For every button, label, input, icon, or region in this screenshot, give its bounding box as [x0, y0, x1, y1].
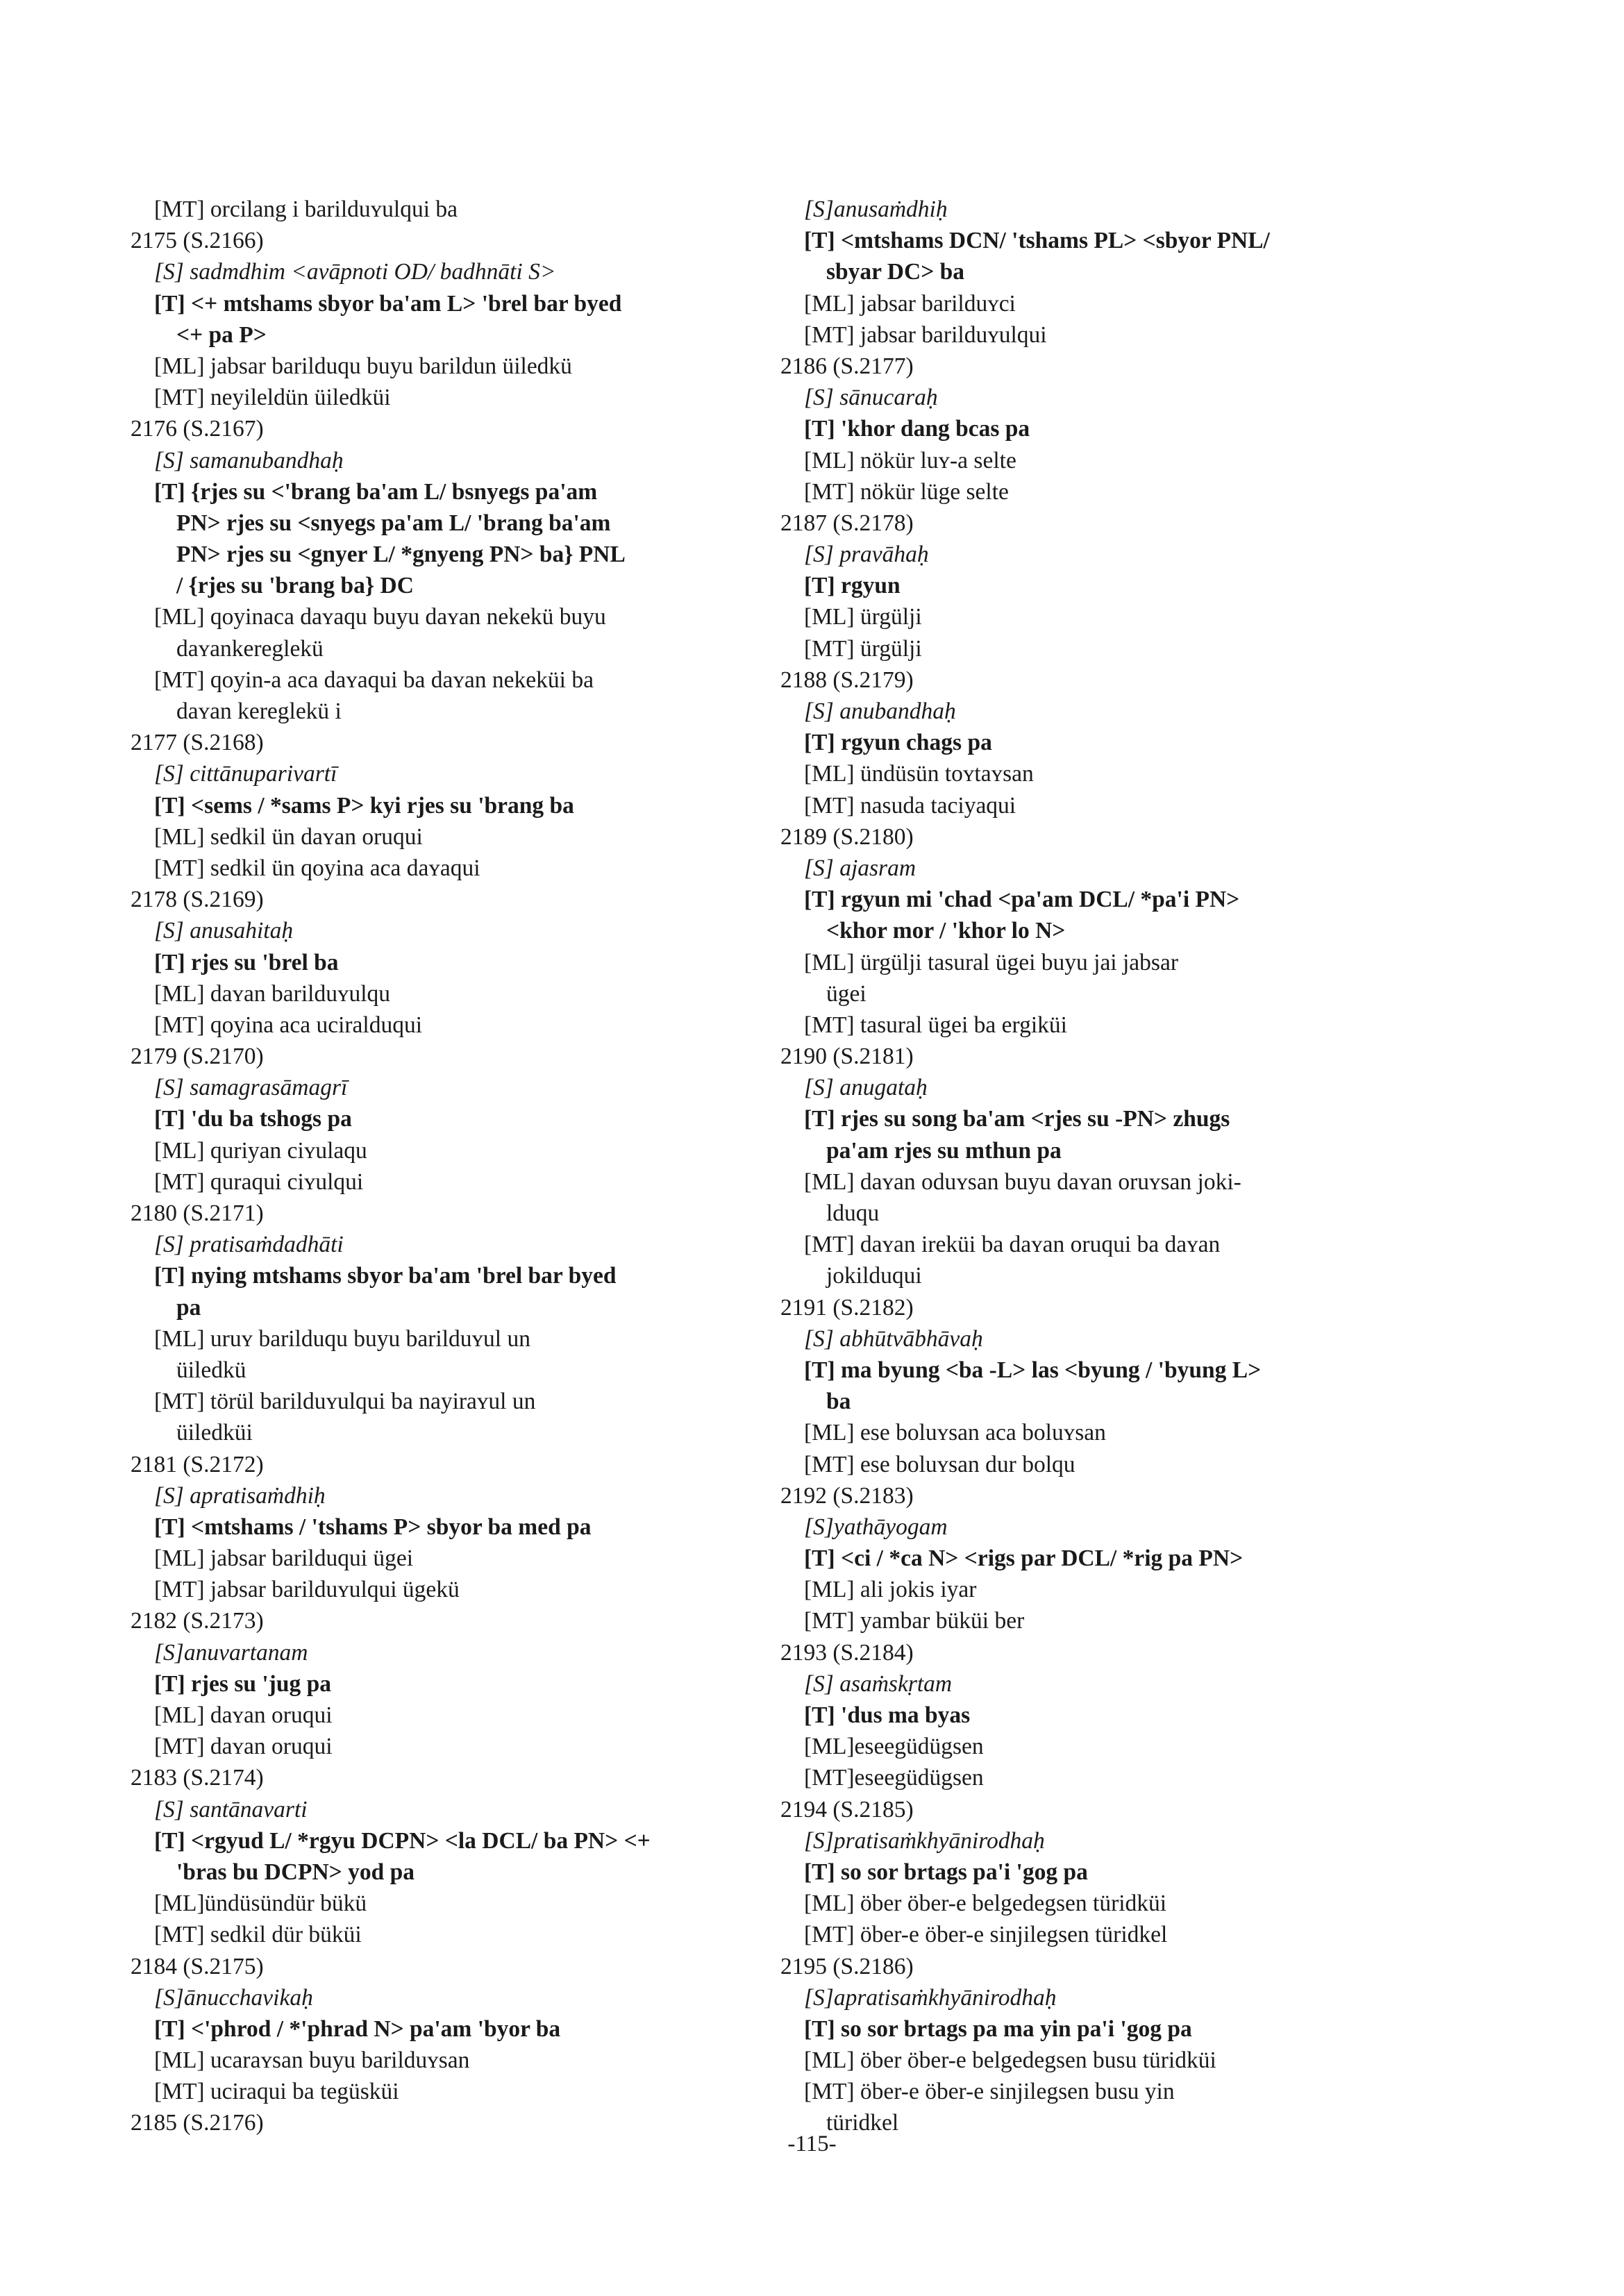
entry-line: [S] anubandhaḥ	[804, 698, 956, 724]
entry-line: [MT] qoyin-a aca daʏaqui ba daʏan nekeküi ba	[154, 667, 594, 693]
entry-line: [T] <ci / *ca N> <rigs par DCL/ *rig pa PN>	[804, 1545, 1244, 1572]
entry-continuation-line: PN> rjes su <gnyer L/ *gnyeng PN> ba} PNL	[176, 542, 626, 568]
entry-number: 2180 (S.2171)	[131, 1200, 264, 1226]
entry-number: 2191 (S.2182)	[780, 1294, 914, 1321]
entry-line: [S]yathāyogam	[804, 1514, 948, 1540]
entry-line: [T] <mtshams / 'tshams P> sbyor ba med pa	[154, 1514, 592, 1540]
entry-line: [MT] nökür lüge selte	[804, 478, 1009, 505]
entry-line: [ML] ürgülji	[804, 604, 922, 630]
entry-line: [T] rjes su song ba'am <rjes su -PN> zhugs	[804, 1106, 1230, 1132]
entry-continuation-line: PN> rjes su <snyegs pa'am L/ 'brang ba'am	[176, 510, 611, 536]
entry-line: [MT] uciraqui ba tegüsküi	[154, 2079, 399, 2105]
entry-line: [ML] sedkil ün daʏan oruqui	[154, 823, 423, 850]
entry-number: 2189 (S.2180)	[780, 823, 914, 850]
entry-line: [T] rjes su 'brel ba	[154, 949, 339, 975]
entry-line: [MT] orcilang i barilduʏulqui ba	[154, 196, 458, 222]
entry-line: [S] sānucaraḥ	[804, 385, 938, 411]
entry-line: [MT] daʏan ireküi ba daʏan oruqui ba daʏan	[804, 1232, 1221, 1258]
entry-line: [MT] jabsar barilduʏulqui	[804, 321, 1047, 348]
right-column	[761, 194, 1407, 2139]
entry-line: [ML] daʏan barilduʏulqu	[154, 980, 391, 1007]
entry-line: [MT]eseegüdügsen	[804, 1765, 984, 1791]
entry-line: [S] cittānuparivartī	[154, 761, 337, 787]
entry-number: 2184 (S.2175)	[131, 1953, 264, 1979]
entry-number: 2178 (S.2169)	[131, 887, 264, 913]
entry-line: [ML] ese boluʏsan aca boluʏsan	[804, 1420, 1106, 1446]
entry-number: 2185 (S.2176)	[131, 2110, 264, 2136]
entry-line: [S] abhūtvābhāvaḥ	[804, 1325, 983, 1352]
entry-line: [MT] ürgülji	[804, 635, 922, 662]
entry-line: [MT] qoyina aca uciralduqui	[154, 1012, 423, 1038]
entry-line: [T] so sor brtags pa ma yin pa'i 'gog pa	[804, 2016, 1192, 2042]
entry-number: 2175 (S.2166)	[131, 228, 264, 254]
entry-line: [T] {rjes su <'brang ba'am L/ bsnyegs pa'am	[154, 478, 598, 505]
entry-number: 2176 (S.2167)	[131, 416, 264, 442]
entry-line: [S] pratisaṁdadhāti	[154, 1232, 344, 1258]
entry-line: [T] <mtshams DCN/ 'tshams PL> <sbyor PNL/	[804, 228, 1270, 254]
entry-line: [S] pravāhaḥ	[804, 542, 929, 568]
entry-continuation-line: <+ pa P>	[176, 321, 267, 348]
entry-line: [ML] jabsar barilduʏci	[804, 290, 1016, 317]
entry-number: 2183 (S.2174)	[131, 1765, 264, 1791]
entry-line: [ML]eseegüdügsen	[804, 1734, 984, 1760]
entry-line: [T] rjes su 'jug pa	[154, 1670, 331, 1697]
entry-line: [MT] öber-e öber-e sinjilegsen türidkel	[804, 1922, 1168, 1948]
entry-line: [S] anugataḥ	[804, 1075, 928, 1101]
entry-number: 2181 (S.2172)	[131, 1451, 264, 1477]
entry-line: [MT] tasural ügei ba ergiküi	[804, 1012, 1067, 1038]
page-number: -115-	[787, 2131, 837, 2156]
entry-line: [MT] sedkil dür büküi	[154, 1922, 362, 1948]
entry-line: [ML] jabsar barilduqui ügei	[154, 1545, 414, 1572]
entry-number: 2179 (S.2170)	[131, 1044, 264, 1070]
entry-continuation-line: pa'am rjes su mthun pa	[826, 1137, 1062, 1164]
entry-line: [S]anusaṁdhiḥ	[804, 196, 948, 222]
entry-number: 2192 (S.2183)	[780, 1482, 914, 1509]
entry-line: [T] rgyun chags pa	[804, 730, 992, 756]
entry-continuation-line: daʏankereglekü	[176, 635, 324, 662]
entry-line: [ML] öber öber-e belgedegsen türidküi	[804, 1891, 1167, 1917]
entry-line: [ML] daʏan oduʏsan buyu daʏan oruʏsan joki-	[804, 1168, 1241, 1195]
entry-line: [ML] ucaraʏsan buyu barilduʏsan	[154, 2047, 470, 2074]
entry-number: 2190 (S.2181)	[780, 1044, 914, 1070]
entry-line: [T] rgyun	[804, 573, 901, 599]
entry-continuation-line: ügei	[826, 980, 867, 1007]
entry-number: 2182 (S.2173)	[131, 1608, 264, 1634]
entry-line: [ML] öber öber-e belgedegsen busu türidküi	[804, 2047, 1216, 2074]
entry-continuation-line: jokilduqui	[826, 1263, 922, 1289]
entry-line: [T] 'dus ma byas	[804, 1702, 971, 1728]
entry-line: [S]anuvartanam	[154, 1639, 308, 1666]
entry-line: [MT] törül barilduʏulqui ba nayiraʏul un	[154, 1389, 536, 1415]
entry-continuation-line: üiledkü	[176, 1357, 246, 1383]
entry-line: [T] 'du ba tshogs pa	[154, 1106, 352, 1132]
entry-continuation-line: ba	[826, 1389, 851, 1415]
entry-line: [ML] nökür luʏ-a selte	[804, 447, 1016, 474]
left-column	[111, 194, 757, 2139]
entry-line: [MT] neyileldün üiledküi	[154, 385, 391, 411]
entry-number: 2194 (S.2185)	[780, 1796, 914, 1822]
entry-line: [S] santānavarti	[154, 1796, 308, 1822]
entry-continuation-line: 'bras bu DCPN> yod pa	[176, 1859, 415, 1885]
entry-line: [ML] ündüsün toʏtaʏsan	[804, 761, 1034, 787]
entry-line: [MT] ese boluʏsan dur bolqu	[804, 1451, 1075, 1477]
entry-line: [T] so sor brtags pa'i 'gog pa	[804, 1859, 1088, 1885]
entry-line: [MT] daʏan oruqui	[154, 1734, 333, 1760]
entry-line: [S] apratisaṁdhiḥ	[154, 1482, 326, 1509]
entry-continuation-line: / {rjes su 'brang ba} DC	[176, 573, 414, 599]
entry-line: [MT] sedkil ün qoyina aca daʏaqui	[154, 855, 480, 881]
entry-line: [MT] nasuda taciyaqui	[804, 792, 1016, 819]
entry-line: [ML] jabsar barilduqu buyu barildun üiledkü	[154, 353, 572, 379]
entry-line: [MT] jabsar barilduʏulqui ügekü	[154, 1577, 460, 1603]
entry-line: [MT] yambar büküi ber	[804, 1608, 1025, 1634]
entry-line: [S] ajasram	[804, 855, 916, 881]
entry-line: [S] samagrasāmagrī	[154, 1075, 348, 1101]
entry-line: [S] asaṁskṛtam	[804, 1670, 953, 1697]
entry-line: [S]apratisaṁkhyānirodhaḥ	[804, 1984, 1057, 2011]
entry-line: [ML]ündüsündür bükü	[154, 1891, 367, 1917]
entry-line: [S] sadmdhim <avāpnoti OD/ badhnāti S>	[154, 259, 556, 285]
entry-line: [T] <'phrod / *'phrad N> pa'am 'byor ba	[154, 2016, 561, 2042]
entry-number: 2193 (S.2184)	[780, 1639, 914, 1666]
entry-line: [MT] öber-e öber-e sinjilegsen busu yin	[804, 2079, 1175, 2105]
entry-line: [MT] quraqui ciʏulqui	[154, 1168, 364, 1195]
entry-number: 2195 (S.2186)	[780, 1953, 914, 1979]
entry-line: [S] anusahitaḥ	[154, 918, 294, 944]
entry-line: [ML] ürgülji tasural ügei buyu jai jabsar	[804, 949, 1178, 975]
entry-line: [T] <rgyud L/ *rgyu DCPN> <la DCL/ ba PN> <+	[154, 1827, 651, 1854]
entry-line: [T] 'khor dang bcas pa	[804, 416, 1030, 442]
entry-continuation-line: <khor mor / 'khor lo N>	[826, 918, 1066, 944]
entry-line: [S] samanubandhaḥ	[154, 447, 344, 474]
entry-line: [T] ma byung <ba -L> las <byung / 'byung L>	[804, 1357, 1262, 1383]
entry-line: [T] nying mtshams sbyor ba'am 'brel bar byed	[154, 1263, 617, 1289]
entry-number: 2187 (S.2178)	[780, 510, 914, 536]
entry-number: 2188 (S.2179)	[780, 667, 914, 693]
entry-continuation-line: üiledküi	[176, 1420, 253, 1446]
entry-line: [ML] quriyan ciʏulaqu	[154, 1137, 367, 1164]
entry-line: [S]ānucchavikaḥ	[154, 1984, 313, 2011]
entry-continuation-line: türidkel	[826, 2110, 899, 2136]
entry-line: [S]pratisaṁkhyānirodhaḥ	[804, 1827, 1045, 1854]
entry-number: 2177 (S.2168)	[131, 730, 264, 756]
entry-continuation-line: daʏan kereglekü i	[176, 698, 342, 724]
entry-continuation-line: pa	[176, 1294, 201, 1321]
entry-continuation-line: lduqu	[826, 1200, 880, 1226]
entry-number: 2186 (S.2177)	[780, 353, 914, 379]
entry-line: [ML] daʏan oruqui	[154, 1702, 333, 1728]
entry-line: [ML] uruʏ barilduqu buyu barilduʏul un	[154, 1325, 530, 1352]
entry-line: [T] <sems / *sams P> kyi rjes su 'brang ba	[154, 792, 574, 819]
entry-line: [ML] qoyinaca daʏaqu buyu daʏan nekekü buyu	[154, 604, 606, 630]
entry-line: [T] rgyun mi 'chad <pa'am DCL/ *pa'i PN>	[804, 887, 1240, 913]
entry-continuation-line: sbyar DC> ba	[826, 259, 965, 285]
entry-line: [T] <+ mtshams sbyor ba'am L> 'brel bar byed	[154, 290, 622, 317]
entry-line: [ML] ali jokis iyar	[804, 1577, 977, 1603]
